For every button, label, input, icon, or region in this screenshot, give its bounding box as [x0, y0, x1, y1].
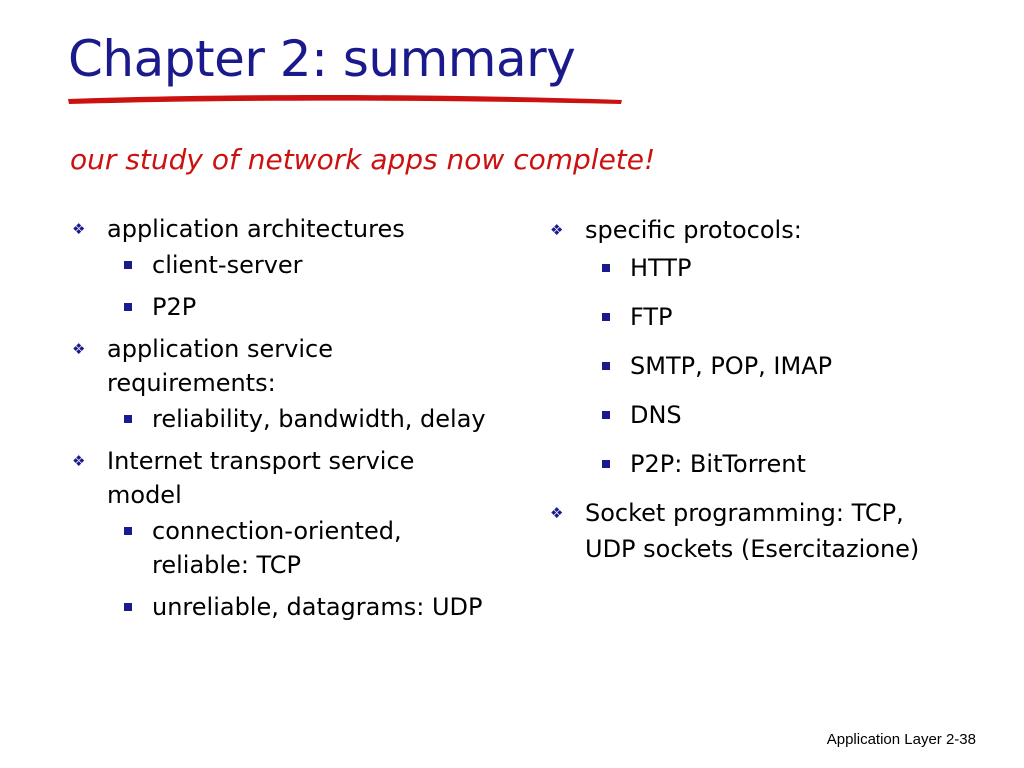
diamond-bullet-icon: ❖ — [72, 220, 86, 238]
bullet-line: FTP — [630, 303, 673, 331]
bullet-text — [585, 495, 919, 567]
bullet-line: connection-oriented, — [152, 517, 402, 545]
sub-bullet-item — [107, 590, 540, 624]
right-bullet-list — [548, 212, 1018, 571]
sub-bullet-item — [585, 250, 1018, 286]
sub-bullet-item — [107, 514, 540, 582]
bullet-text — [107, 212, 405, 246]
square-bullet-icon — [602, 362, 610, 370]
sub-bullet-text — [630, 299, 673, 335]
slide-footer — [827, 731, 976, 748]
bullet-line: HTTP — [630, 254, 692, 282]
bullet-line: DNS — [630, 401, 682, 429]
sub-bullet-list — [107, 402, 540, 436]
sub-bullet-text — [630, 397, 682, 433]
sub-bullet-text — [630, 250, 691, 286]
sub-bullet-item — [107, 248, 540, 282]
bullet-text — [585, 212, 802, 248]
bullet-line: application service — [107, 335, 333, 363]
bullet-line: Internet transport service — [107, 447, 415, 475]
bullet-line: application architectures — [107, 215, 405, 243]
diamond-bullet-icon: ❖ — [550, 221, 564, 239]
bullet-text — [107, 332, 333, 400]
bullet-line: reliability, bandwidth, delay — [152, 405, 486, 433]
sub-bullet-text — [152, 402, 486, 436]
diamond-bullet-icon: ❖ — [72, 452, 86, 470]
bullet-line: UDP sockets (Esercitazione) — [585, 535, 920, 563]
bullet-line: SMTP, POP, IMAP — [630, 352, 833, 380]
sub-bullet-text — [152, 290, 196, 324]
sub-bullet-item — [585, 446, 1018, 482]
bullet-line: specific protocols: — [585, 216, 802, 244]
slide-subtitle: our study of network apps now complete! — [70, 143, 656, 176]
bullet-line: Socket programming: TCP, — [585, 499, 904, 527]
sub-bullet-text — [630, 446, 806, 482]
sub-bullet-list — [107, 248, 540, 324]
sub-bullet-text — [152, 514, 402, 582]
bullet-line: client-server — [152, 251, 303, 279]
page-number: 2-38 — [945, 731, 976, 748]
left-bullet-list — [70, 212, 540, 632]
sub-bullet-item — [585, 348, 1018, 384]
sub-bullet-item — [585, 397, 1018, 433]
bullet-line: P2P — [152, 293, 197, 321]
bullet-item — [548, 212, 1018, 482]
square-bullet-icon — [602, 313, 610, 321]
square-bullet-icon — [602, 460, 610, 468]
bullet-item — [70, 212, 540, 324]
sub-bullet-list — [585, 250, 1018, 482]
footer-label: Application Layer — [826, 731, 942, 748]
sub-bullet-item — [585, 299, 1018, 335]
diamond-bullet-icon: ❖ — [72, 340, 86, 358]
square-bullet-icon — [124, 527, 132, 535]
bullet-item — [70, 332, 540, 436]
bullet-line: requirements: — [107, 369, 276, 397]
sub-bullet-text — [152, 590, 482, 624]
square-bullet-icon — [124, 303, 132, 311]
square-bullet-icon — [124, 261, 132, 269]
title-underline — [66, 88, 626, 112]
bullet-item — [70, 444, 540, 624]
slide-title: Chapter 2: summary — [68, 30, 576, 88]
bullet-item — [548, 495, 1018, 567]
sub-bullet-text — [152, 248, 303, 282]
square-bullet-icon — [124, 415, 132, 423]
diamond-bullet-icon: ❖ — [550, 504, 564, 522]
sub-bullet-list — [107, 514, 540, 624]
bullet-text — [107, 444, 414, 512]
bullet-line: model — [107, 481, 182, 509]
sub-bullet-item — [107, 402, 540, 436]
square-bullet-icon — [602, 411, 610, 419]
bullet-line: P2P: BitTorrent — [630, 450, 806, 478]
square-bullet-icon — [602, 264, 610, 272]
bullet-line: reliable: TCP — [152, 551, 302, 579]
bullet-line: unreliable, datagrams: UDP — [152, 593, 483, 621]
sub-bullet-text — [630, 348, 832, 384]
square-bullet-icon — [124, 603, 132, 611]
sub-bullet-item — [107, 290, 540, 324]
